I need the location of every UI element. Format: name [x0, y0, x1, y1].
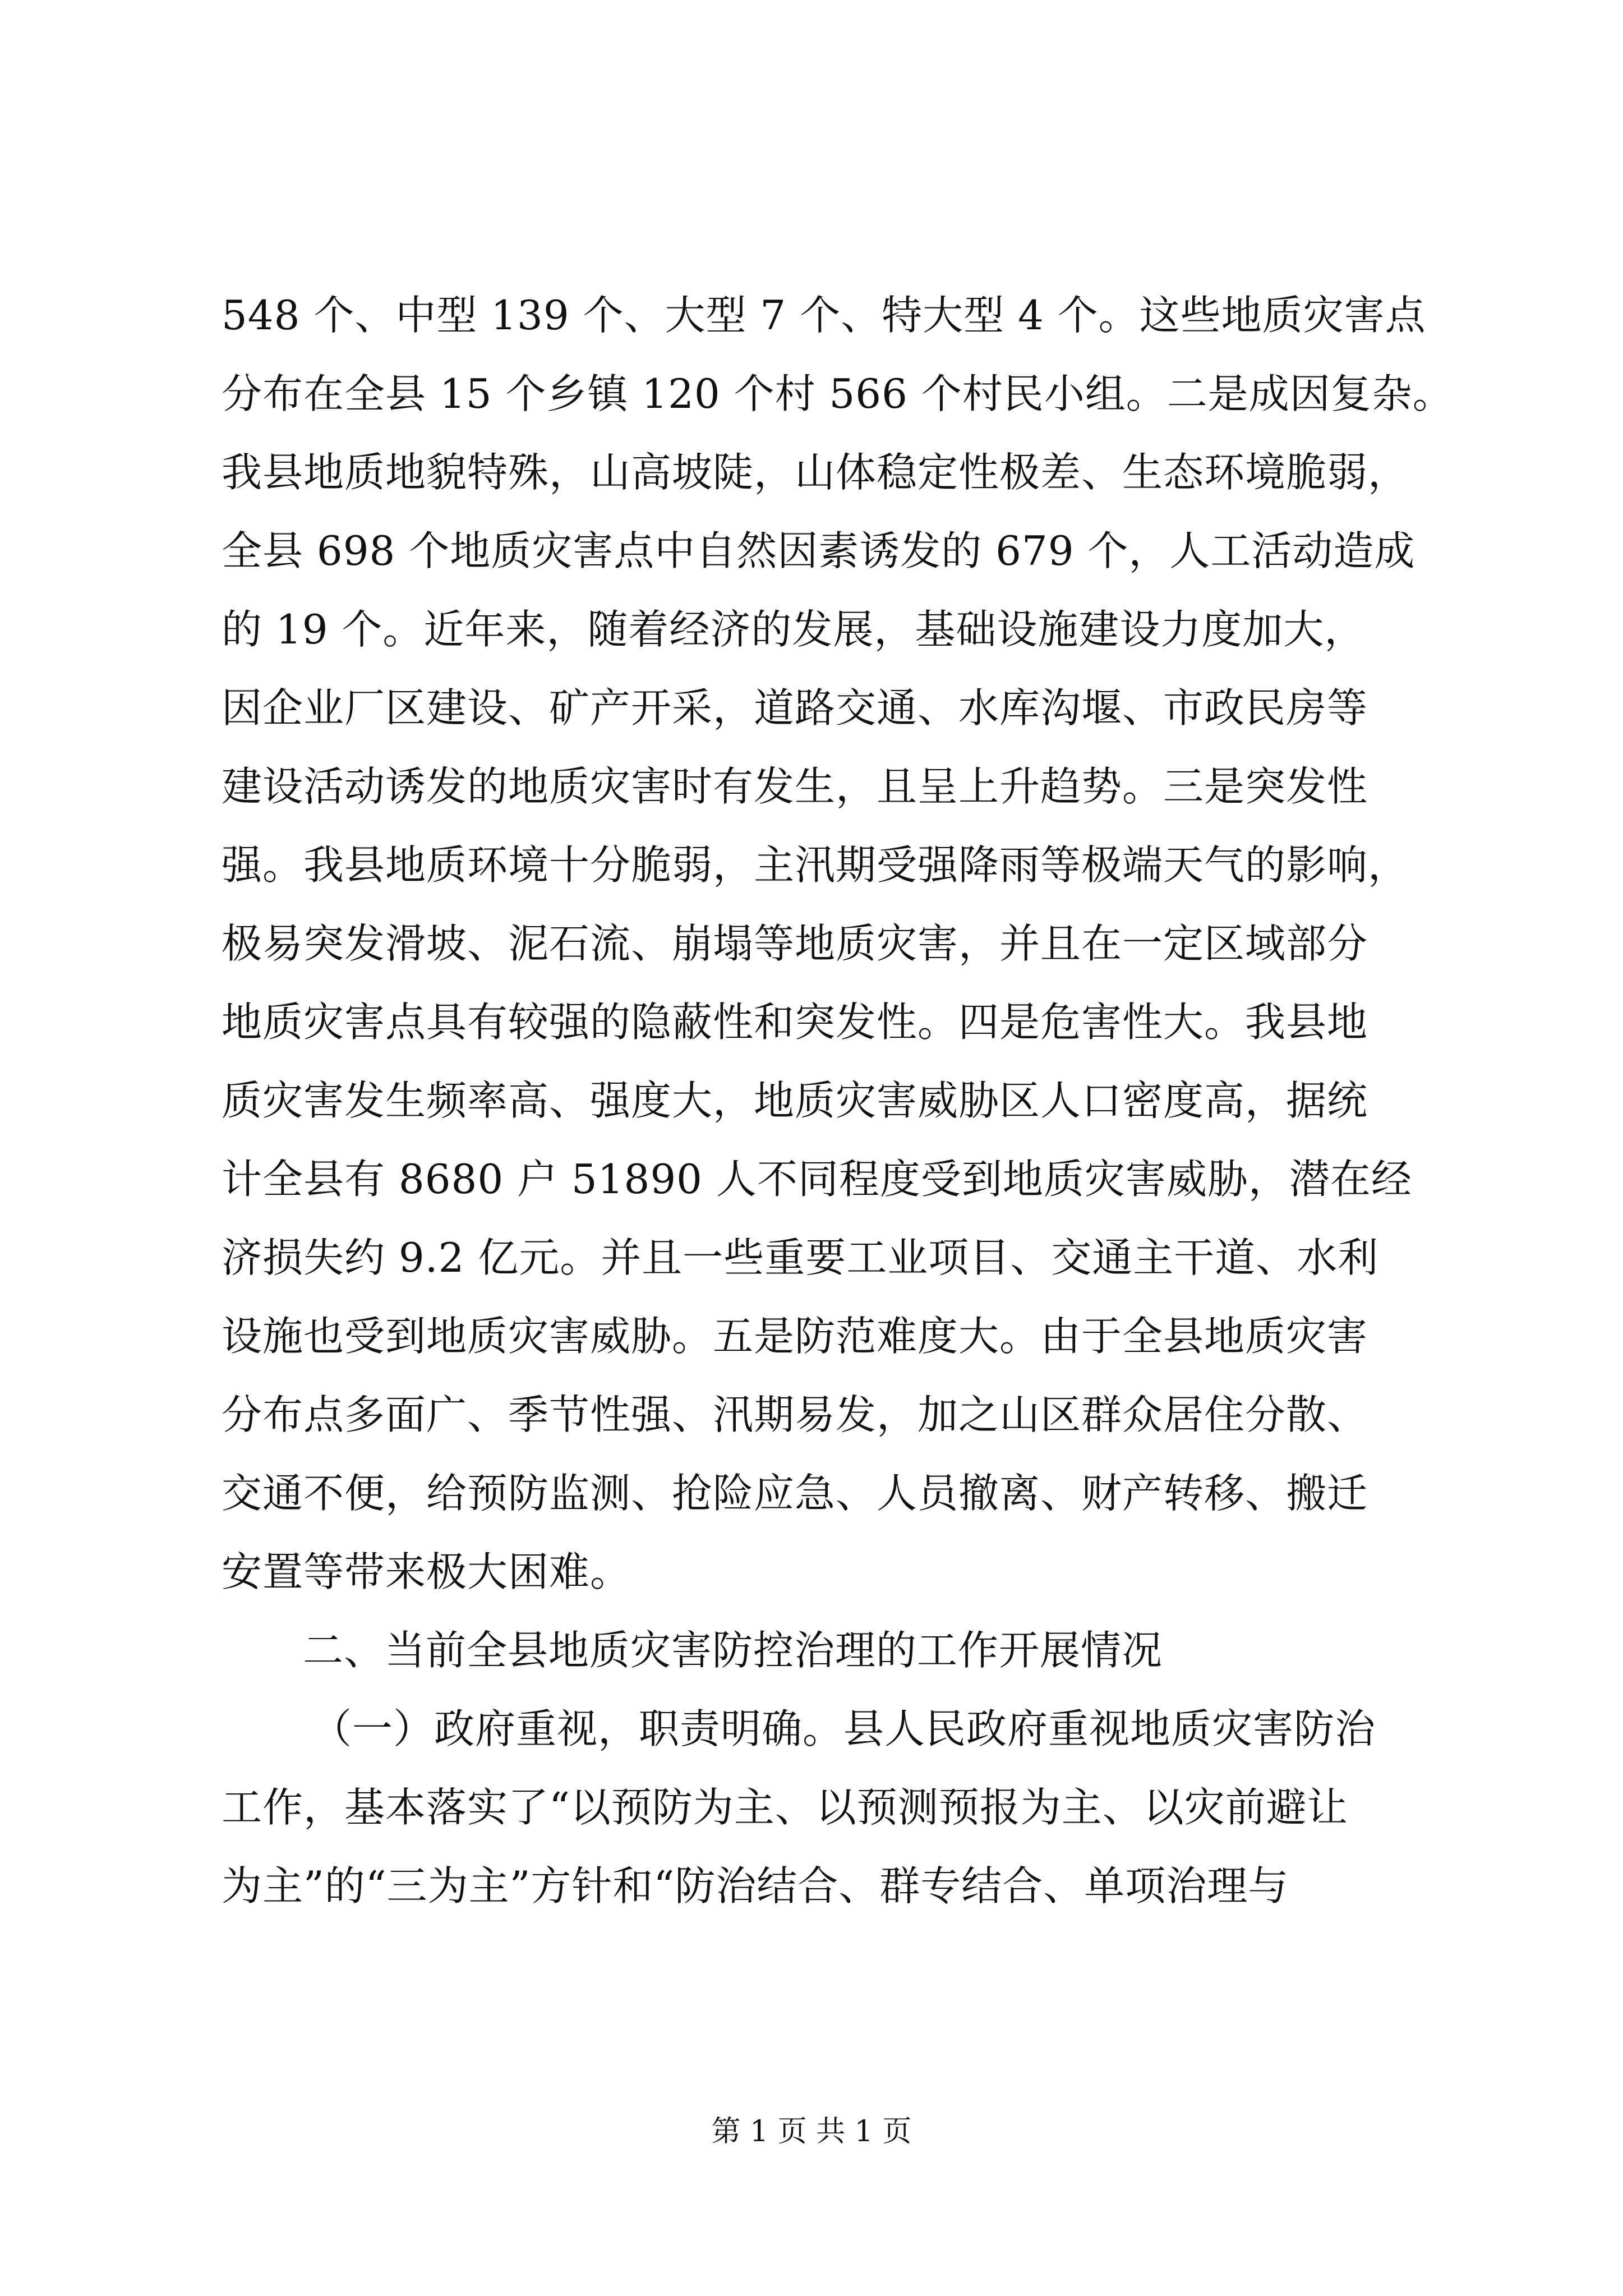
text-line: 地质灾害点具有较强的隐蔽性和突发性。四是危害性大。我县地 — [222, 999, 1368, 1046]
text-line: 分布在全县 15 个乡镇 120 个村 566 个村民小组。二是成因复杂。 — [222, 370, 1454, 417]
text-line: 建设活动诱发的地质灾害时有发生，且呈上升趋势。三是突发性 — [222, 763, 1368, 810]
text-line: 计全县有 8680 户 51890 人不同程度受到地质灾害威胁，潜在经 — [222, 1156, 1412, 1203]
text-line: 全县 698 个地质灾害点中自然因素诱发的 679 个，人工活动造成 — [222, 527, 1415, 574]
text-line: 强。我县地质环境十分脆弱，主汛期受强降雨等极端天气的影响， — [222, 841, 1409, 889]
text-line: 质灾害发生频率高、强度大，地质灾害威胁区人口密度高，据统 — [222, 1077, 1368, 1124]
text-line: 交通不便，给预防监测、抢险应急、人员撤离、财产转移、搬迁 — [222, 1470, 1368, 1517]
text-line: （一）政府重视，职责明确。县人民政府重视地质灾害防治 — [311, 1705, 1376, 1752]
section-heading: 二、当前全县地质灾害防控治理的工作开展情况 — [303, 1627, 1163, 1674]
document-body — [222, 276, 1454, 1925]
text-line: 济损失约 9.2 亿元。并且一些重要工业项目、交通主干道、水利 — [222, 1234, 1379, 1281]
text-line: 极易突发滑坡、泥石流、崩塌等地质灾害，并且在一定区域部分 — [222, 920, 1368, 967]
text-line: 我县地质地貌特殊，山高坡陡，山体稳定性极差、生态环境脆弱， — [222, 449, 1409, 496]
page-number-footer: 第 1 页 共 1 页 — [711, 2115, 912, 2148]
text-line: 分布点多面广、季节性强、汛期易发，加之山区群众居住分散、 — [222, 1391, 1368, 1438]
text-line: 因企业厂区建设、矿产开采，道路交通、水库沟堰、市政民房等 — [222, 684, 1368, 731]
text-line: 设施也受到地质灾害威胁。五是防范难度大。由于全县地质灾害 — [222, 1313, 1368, 1360]
text-line: 548 个、中型 139 个、大型 7 个、特大型 4 个。这些地质灾害点 — [222, 292, 1426, 339]
text-line: 工作，基本落实了“以预防为主、以预测预报为主、以灾前避让 — [222, 1784, 1348, 1831]
text-line: 安置等带来极大困难。 — [222, 1548, 631, 1595]
text-line: 为主”的“三为主”方针和“防治结合、群专结合、单项治理与 — [222, 1862, 1289, 1910]
text-line: 的 19 个。近年来，随着经济的发展，基础设施建设力度加大， — [222, 606, 1366, 653]
